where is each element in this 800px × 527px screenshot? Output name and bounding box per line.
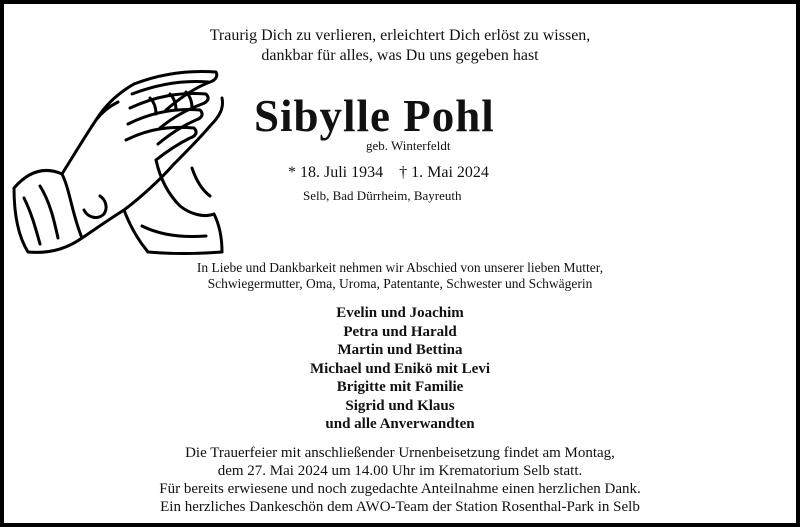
maiden-name: geb. Winterfeldt: [366, 138, 451, 153]
farewell-text: [4, 260, 796, 292]
funeral-line-1: Die Trauerfeier mit anschließender Urnenbeisetzung findet am Montag,: [185, 445, 615, 461]
mourners-list: [4, 304, 796, 434]
thanks-line-2: Ein herzliches Dankeschön dem AWO-Team der Station Rosenthal-Park in Selb: [160, 499, 640, 515]
praying-hands-icon: [10, 68, 228, 258]
death-date: † 1. Mai 2024: [399, 164, 489, 181]
funeral-line-2: dem 27. Mai 2024 um 14.00 Uhr im Krematorium Selb statt.: [217, 463, 583, 479]
funeral-info: [4, 444, 796, 516]
obituary-card: [4, 4, 796, 523]
birth-date: * 18. Juli 1934: [288, 164, 384, 181]
motto-line-2: dankbar für alles, was Du uns gegeben hast: [261, 47, 539, 64]
farewell-line-2: Schwiegermutter, Oma, Uroma, Patentante, Schwester und Schwägerin: [207, 276, 593, 291]
mourner-entry: Evelin und Joachim: [336, 305, 464, 321]
life-dates: [288, 164, 501, 182]
thanks-line-1: Für bereits erwiesene und noch zugedachte Anteilnahme einen herzlichen Dank.: [159, 481, 641, 497]
mourner-entry: Sigrid und Klaus: [345, 397, 455, 414]
farewell-line-1: In Liebe und Dankbarkeit nehmen wir Abschied von unserer lieben Mutter,: [196, 260, 604, 275]
mourner-entry: Michael und Enikö mit Levi: [309, 360, 491, 377]
mourner-entry: Martin und Bettina: [337, 342, 463, 358]
mourner-entry: Brigitte mit Familie: [336, 379, 464, 395]
motto-line-1: Traurig Dich zu verlieren, erleichtert Dich erlöst zu wissen,: [209, 27, 591, 44]
mourner-entry: und alle Anverwandten: [325, 416, 475, 432]
places: Selb, Bad Dürrheim, Bayreuth: [303, 188, 462, 203]
mourner-entry: Petra und Harald: [343, 323, 457, 340]
deceased-name: Sibylle Pohl: [254, 91, 495, 141]
motto: [4, 26, 796, 66]
